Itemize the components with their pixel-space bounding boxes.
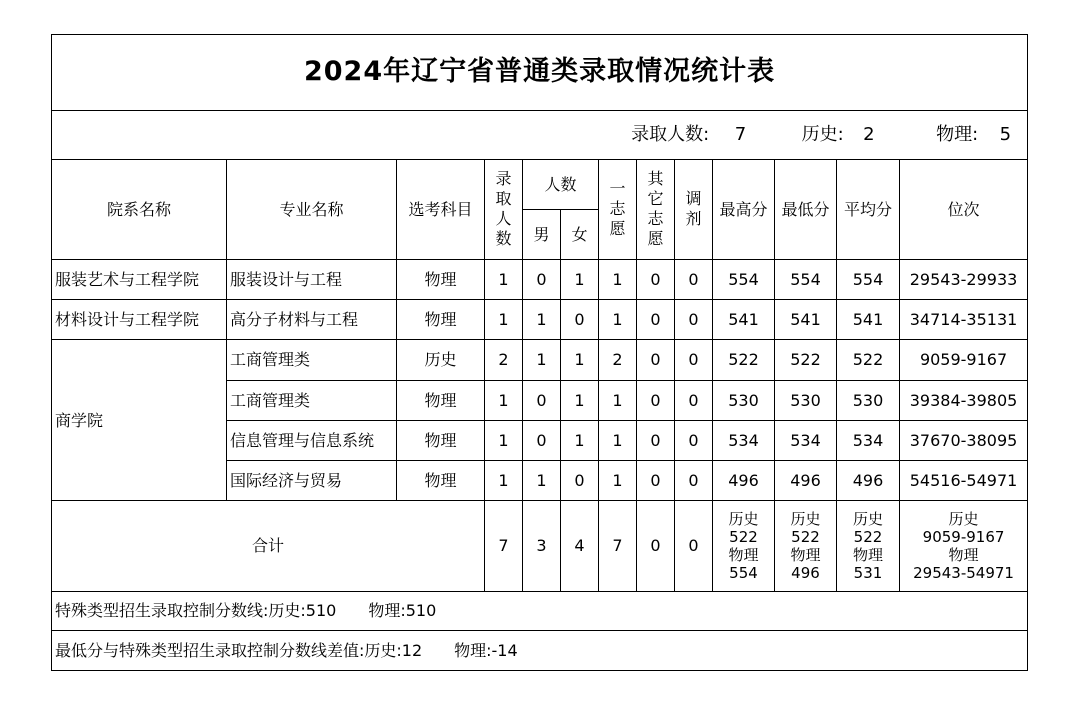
cell-min-score: 522 xyxy=(775,340,837,380)
cell-max-score: 541 xyxy=(713,300,775,340)
cell-adjusted: 0 xyxy=(675,380,713,420)
cell-female: 0 xyxy=(561,300,599,340)
history-value: 2 xyxy=(863,124,875,146)
total-label: 合计 xyxy=(52,501,485,591)
admitted-value: 7 xyxy=(734,124,747,146)
cell-min-score: 530 xyxy=(775,380,837,420)
summary-row xyxy=(52,111,1028,159)
admitted-label: 录取人数: xyxy=(631,124,710,146)
admission-statistics-table xyxy=(51,34,1028,671)
cell-rank: 29543-29933 xyxy=(900,260,1028,300)
cell-female: 0 xyxy=(561,460,599,500)
cell-admitted: 1 xyxy=(485,380,523,420)
cell-female: 1 xyxy=(561,420,599,460)
cell-min-score: 541 xyxy=(775,300,837,340)
cell-adjusted: 0 xyxy=(675,420,713,460)
cell-subject: 物理 xyxy=(397,300,485,340)
cell-adjusted: 0 xyxy=(675,460,713,500)
cell-max-score: 530 xyxy=(713,380,775,420)
header-max-score: 最高分 xyxy=(713,159,775,259)
total-adjusted: 0 xyxy=(675,501,713,591)
cell-other-choice: 0 xyxy=(637,260,675,300)
total-min-score: 历史 522 物理 496 xyxy=(775,501,837,591)
cell-major: 服装设计与工程 xyxy=(227,260,397,300)
total-other-choice: 0 xyxy=(637,501,675,591)
cell-male: 0 xyxy=(523,380,561,420)
cell-avg-score: 541 xyxy=(837,300,900,340)
cell-first-choice: 1 xyxy=(599,260,637,300)
cell-department: 材料设计与工程学院 xyxy=(52,300,227,340)
cell-admitted: 1 xyxy=(485,460,523,500)
control-line-note: 特殊类型招生录取控制分数线:历史:510 物理:510 xyxy=(52,591,1028,630)
physics-label: 物理: xyxy=(936,124,979,146)
header-min-score: 最低分 xyxy=(775,159,837,259)
header-adjusted: 调 剂 xyxy=(675,159,713,259)
header-other-choice: 其 它 志 愿 xyxy=(637,159,675,259)
cell-first-choice: 1 xyxy=(599,380,637,420)
cell-max-score: 534 xyxy=(713,420,775,460)
cell-adjusted: 0 xyxy=(675,300,713,340)
cell-other-choice: 0 xyxy=(637,420,675,460)
cell-female: 1 xyxy=(561,340,599,380)
cell-subject: 物理 xyxy=(397,260,485,300)
cell-female: 1 xyxy=(561,260,599,300)
cell-other-choice: 0 xyxy=(637,340,675,380)
cell-subject: 物理 xyxy=(397,380,485,420)
cell-min-score: 554 xyxy=(775,260,837,300)
cell-male: 1 xyxy=(523,460,561,500)
cell-first-choice: 2 xyxy=(599,340,637,380)
total-row xyxy=(52,501,1028,591)
cell-major: 工商管理类 xyxy=(227,340,397,380)
cell-avg-score: 496 xyxy=(837,460,900,500)
header-people: 人数 xyxy=(523,159,599,209)
cell-avg-score: 534 xyxy=(837,420,900,460)
cell-admitted: 1 xyxy=(485,420,523,460)
total-rank: 历史 9059-9167 物理 29543-54971 xyxy=(900,501,1028,591)
cell-male: 0 xyxy=(523,420,561,460)
total-max-score: 历史 522 物理 554 xyxy=(713,501,775,591)
physics-value: 5 xyxy=(999,124,1012,146)
total-first-choice: 7 xyxy=(599,501,637,591)
cell-major: 信息管理与信息系统 xyxy=(227,420,397,460)
cell-max-score: 554 xyxy=(713,260,775,300)
header-admitted: 录 取 人 数 xyxy=(485,159,523,259)
history-label: 历史: xyxy=(801,124,844,146)
cell-max-score: 522 xyxy=(713,340,775,380)
cell-male: 1 xyxy=(523,340,561,380)
cell-other-choice: 0 xyxy=(637,380,675,420)
cell-max-score: 496 xyxy=(713,460,775,500)
total-female: 4 xyxy=(561,501,599,591)
table-row xyxy=(52,340,1028,380)
cell-subject: 物理 xyxy=(397,420,485,460)
table-row xyxy=(52,260,1028,300)
cell-first-choice: 1 xyxy=(599,300,637,340)
total-avg-score: 历史 522 物理 531 xyxy=(837,501,900,591)
header-male: 男 xyxy=(523,209,561,259)
cell-min-score: 534 xyxy=(775,420,837,460)
cell-department: 商学院 xyxy=(52,340,227,501)
table-row xyxy=(52,300,1028,340)
cell-admitted: 1 xyxy=(485,260,523,300)
table-title: 2024年辽宁省普通类录取情况统计表 xyxy=(52,35,1028,111)
cell-major: 高分子材料与工程 xyxy=(227,300,397,340)
header-rank: 位次 xyxy=(900,159,1028,259)
header-avg-score: 平均分 xyxy=(837,159,900,259)
cell-subject: 历史 xyxy=(397,340,485,380)
cell-other-choice: 0 xyxy=(637,300,675,340)
total-admitted: 7 xyxy=(485,501,523,591)
header-department: 院系名称 xyxy=(52,159,227,259)
cell-female: 1 xyxy=(561,380,599,420)
header-subject: 选考科目 xyxy=(397,159,485,259)
cell-rank: 39384-39805 xyxy=(900,380,1028,420)
cell-major: 工商管理类 xyxy=(227,380,397,420)
cell-rank: 37670-38095 xyxy=(900,420,1028,460)
total-male: 3 xyxy=(523,501,561,591)
cell-adjusted: 0 xyxy=(675,260,713,300)
cell-admitted: 2 xyxy=(485,340,523,380)
cell-male: 0 xyxy=(523,260,561,300)
cell-first-choice: 1 xyxy=(599,460,637,500)
cell-rank: 9059-9167 xyxy=(900,340,1028,380)
cell-other-choice: 0 xyxy=(637,460,675,500)
cell-first-choice: 1 xyxy=(599,420,637,460)
cell-major: 国际经济与贸易 xyxy=(227,460,397,500)
cell-min-score: 496 xyxy=(775,460,837,500)
cell-rank: 54516-54971 xyxy=(900,460,1028,500)
cell-adjusted: 0 xyxy=(675,340,713,380)
cell-avg-score: 530 xyxy=(837,380,900,420)
cell-avg-score: 554 xyxy=(837,260,900,300)
cell-subject: 物理 xyxy=(397,460,485,500)
cell-admitted: 1 xyxy=(485,300,523,340)
cell-avg-score: 522 xyxy=(837,340,900,380)
cell-department: 服装艺术与工程学院 xyxy=(52,260,227,300)
difference-note: 最低分与特殊类型招生录取控制分数线差值:历史:12 物理:-14 xyxy=(52,630,1028,670)
cell-rank: 34714-35131 xyxy=(900,300,1028,340)
header-major: 专业名称 xyxy=(227,159,397,259)
header-female: 女 xyxy=(561,209,599,259)
cell-male: 1 xyxy=(523,300,561,340)
header-first-choice: 一 志 愿 xyxy=(599,159,637,259)
